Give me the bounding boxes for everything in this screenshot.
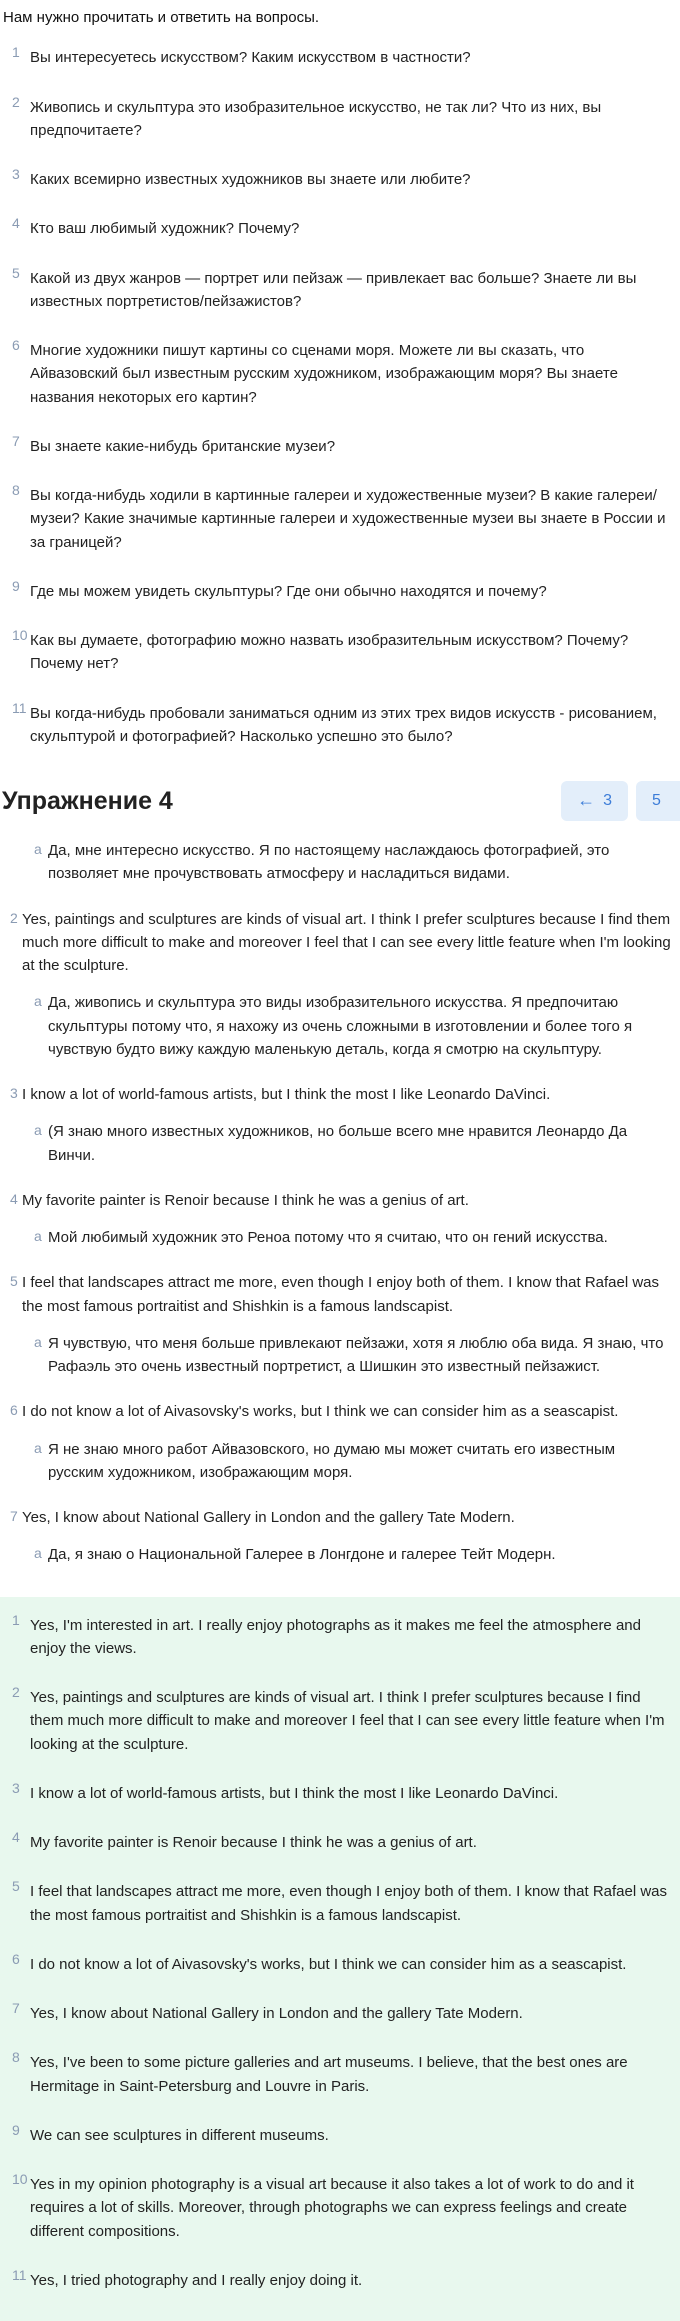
final-answer-item (0, 1673, 680, 1769)
final-answer-item (0, 2111, 680, 2160)
final-answer-number: 6 (12, 1949, 20, 1971)
final-answer-text: Yes, I tried photography and I really enjoy doing it. (30, 2272, 362, 2289)
final-answer-number: 2 (12, 1682, 20, 1704)
translation-text: Мой любимый художник это Реноа потому что я считаю, что он гений искусства. (48, 1229, 608, 1246)
question-number: 10 (12, 625, 28, 647)
translation-item (0, 1535, 680, 1578)
answer-block (0, 831, 680, 898)
final-answer-item (0, 1940, 680, 1989)
question-text: Каких всемирно известных художников вы знаете или любите? (30, 171, 471, 188)
question-number: 9 (12, 576, 20, 598)
question-item (0, 616, 680, 689)
question-text: Вы знаете какие-нибудь британские музеи? (30, 438, 335, 455)
translation-text: Я не знаю много работ Айвазовского, но думаю мы может считать его известным русским художником, изображающим моря. (48, 1441, 615, 1481)
answer-block (0, 1179, 680, 1262)
final-answer-item (0, 2160, 680, 2256)
final-answer-item (0, 2256, 680, 2305)
translation-text: Да, мне интересно искусство. Я по настоящему наслаждаюсь фотографией, это позволяет мне прочувствовать атмосферу и насладиться видами. (48, 842, 609, 882)
translation-item (0, 1112, 680, 1179)
question-number: 6 (12, 335, 20, 357)
question-text: Вы когда-нибудь ходили в картинные галереи и художественные музеи? В какие галереи/музеи? Какие значимые картинные галереи и художественные музеи вы знаете в России и за границей? (30, 487, 666, 551)
questions-list (0, 33, 680, 761)
question-text: Какой из двух жанров — портрет или пейзаж — привлекает вас больше? Знаете ли вы известных портретистов/пейзажистов? (30, 270, 636, 310)
question-text: Живопись и скульптура это изобразительное искусство, не так ли? Что из них, вы предпочитаете? (30, 99, 601, 139)
question-item (0, 567, 680, 616)
question-number: 11 (12, 698, 27, 720)
question-text: Вы интересуетесь искусством? Каким искусством в частности? (30, 49, 471, 66)
prev-exercise-button[interactable] (561, 781, 628, 821)
translation-text: Да, живопись и скульптура это виды изобразительного искусства. Я предпочитаю скульптуры потому что, я нахожу из очень сложными в изготовлении и более того я чувствую будто вижу каждую маленькую деталь, когда я смотрю на скульптуру. (48, 994, 632, 1058)
question-item (0, 326, 680, 422)
question-text: Многие художники пишут картины со сценами моря. Можете ли вы сказать, что Айвазовский был известным русским художником, изображающим моря? Вы знаете названия некоторых его картин? (30, 342, 618, 406)
question-item (0, 83, 680, 156)
question-number: 5 (12, 263, 20, 285)
exercise-pager (561, 781, 680, 821)
final-answer-number: 3 (12, 1778, 20, 1800)
answer-number: 4 (10, 1189, 18, 1211)
question-number: 2 (12, 92, 20, 114)
final-answer-number: 11 (12, 2265, 27, 2287)
final-answer-number: 4 (12, 1827, 20, 1849)
answer-number: 2 (10, 908, 18, 930)
answer-text: Yes, paintings and sculptures are kinds of visual art. I think I prefer sculptures because I find them much more difficult to make and moreover I feel that I can see every little feature when I'm looking at the sculpture. (22, 911, 671, 975)
question-number: 4 (12, 213, 20, 235)
question-number: 1 (12, 42, 20, 64)
final-answer-number: 8 (12, 2047, 20, 2069)
final-answer-text: Yes, I'm interested in art. I really enjoy photographs as it makes me feel the atmosphere and enjoy the views. (30, 1617, 641, 1657)
answer-item (0, 1179, 680, 1218)
translation-bullet: a (34, 1332, 42, 1354)
final-answer-number: 7 (12, 1998, 20, 2020)
next-exercise-button[interactable] (636, 781, 680, 821)
answer-block (0, 1261, 680, 1390)
translation-bullet: a (34, 1226, 42, 1248)
arrow-left-icon: ← (577, 787, 595, 815)
question-item (0, 254, 680, 327)
translation-item (0, 983, 680, 1073)
answer-block (0, 1073, 680, 1179)
final-answer-item (0, 1769, 680, 1818)
question-text: Вы когда-нибудь пробовали заниматься одним из этих трех видов искусств - рисованием, скульптурой и фотографией? Насколько успешно это было? (30, 705, 657, 745)
exercise-title: Упражнение 4 (0, 782, 173, 821)
final-answer-item (0, 2038, 680, 2111)
answer-block (0, 898, 680, 1074)
question-item (0, 204, 680, 253)
translation-bullet: a (34, 1438, 42, 1460)
translation-bullet: a (34, 1120, 42, 1142)
final-answers-list (0, 1597, 680, 2321)
question-text: Кто ваш любимый художник? Почему? (30, 220, 299, 237)
question-text: Как вы думаете, фотографию можно назвать изобразительным искусством? Почему? Почему нет? (30, 632, 628, 672)
answer-item (0, 1261, 680, 1324)
question-item (0, 689, 680, 762)
final-answer-text: We can see sculptures in different museums. (30, 2127, 329, 2144)
answer-item (0, 1496, 680, 1535)
translation-item (0, 1430, 680, 1497)
next-exercise-label: 5 (652, 789, 661, 814)
translation-bullet: a (34, 839, 42, 861)
answer-block (0, 1496, 680, 1579)
answer-text: My favorite painter is Renoir because I think he was a genius of art. (22, 1192, 469, 1209)
answer-item (0, 1390, 680, 1429)
question-number: 8 (12, 480, 20, 502)
question-number: 7 (12, 431, 20, 453)
final-answer-number: 5 (12, 1876, 20, 1898)
answer-block (0, 1390, 680, 1496)
final-answer-number: 1 (12, 1610, 20, 1632)
prev-exercise-label: 3 (603, 789, 612, 814)
answers-list (0, 831, 680, 1597)
translation-bullet: a (34, 1543, 42, 1565)
translation-item (0, 1218, 680, 1261)
answer-number: 3 (10, 1083, 18, 1105)
final-answer-number: 10 (12, 2169, 28, 2191)
answer-text: I feel that landscapes attract me more, even though I enjoy both of them. I know that Rafael was the most famous portraitist and Shishkin is a famous landscapist. (22, 1274, 659, 1314)
question-text: Где мы можем увидеть скульптуры? Где они обычно находятся и почему? (30, 583, 547, 600)
question-number: 3 (12, 164, 20, 186)
translation-text: Да, я знаю о Национальной Галерее в Лонгдоне и галерее Тейт Модерн. (48, 1546, 556, 1563)
final-answer-text: Yes, paintings and sculptures are kinds of visual art. I think I prefer sculptures because I find them much more difficult to make and moreover I feel that I can see every little feature when I'm looking at the sculpture. (30, 1689, 665, 1753)
translation-text: (Я знаю много известных художников, но больше всего мне нравится Леонардо Да Винчи. (48, 1123, 627, 1163)
final-answer-text: My favorite painter is Renoir because I think he was a genius of art. (30, 1834, 477, 1851)
final-answer-text: I feel that landscapes attract me more, even though I enjoy both of them. I know that Rafael was the most famous portraitist and Shishkin is a famous landscapist. (30, 1883, 667, 1923)
question-item (0, 471, 680, 567)
final-answer-item (0, 1601, 680, 1674)
answer-text: Yes, I know about National Gallery in London and the gallery Tate Modern. (22, 1509, 515, 1526)
answer-text: I do not know a lot of Aivasovsky's works, but I think we can consider him as a seascapist. (22, 1403, 618, 1420)
answer-item (0, 898, 680, 984)
question-item (0, 422, 680, 471)
final-answer-text: I do not know a lot of Aivasovsky's works, but I think we can consider him as a seascapist. (30, 1956, 626, 1973)
answer-item (0, 1073, 680, 1112)
final-answer-text: Yes, I know about National Gallery in London and the gallery Tate Modern. (30, 2005, 523, 2022)
answer-text: I know a lot of world-famous artists, but I think the most I like Leonardo DaVinci. (22, 1086, 550, 1103)
translation-bullet: a (34, 991, 42, 1013)
intro-text: Нам нужно прочитать и ответить на вопросы. (0, 0, 680, 33)
final-answer-item (0, 1989, 680, 2038)
final-answer-text: Yes in my opinion photography is a visual art because it also takes a lot of work to do and it requires a lot of skills. Moreover, through photographs we can express feelings and create different compositions. (30, 2176, 634, 2240)
translation-item (0, 831, 680, 898)
final-answer-text: I know a lot of world-famous artists, but I think the most I like Leonardo DaVinci. (30, 1785, 558, 1802)
question-item (0, 33, 680, 82)
answer-number: 5 (10, 1271, 18, 1293)
exercise-header (0, 771, 680, 831)
final-answer-text: Yes, I've been to some picture galleries and art museums. I believe, that the best ones are Hermitage in Saint-Petersburg and Louvre in Paris. (30, 2054, 628, 2094)
final-answer-item (0, 1867, 680, 1940)
translation-item (0, 1324, 680, 1391)
final-answer-number: 9 (12, 2120, 20, 2142)
question-item (0, 155, 680, 204)
answer-number: 6 (10, 1400, 18, 1422)
final-answer-item (0, 1818, 680, 1867)
translation-text: Я чувствую, что меня больше привлекают пейзажи, хотя я люблю оба вида. Я знаю, что Рафаэль это очень известный портретист, а Шишкин это известный пейзажист. (48, 1335, 663, 1375)
answer-number: 7 (10, 1506, 18, 1528)
